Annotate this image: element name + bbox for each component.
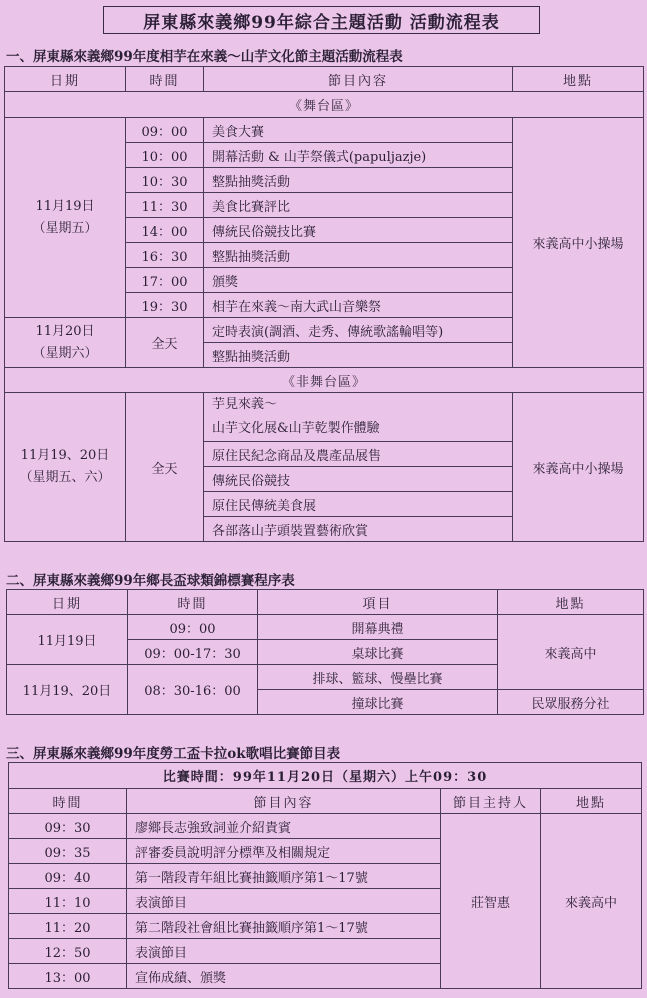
schedule-time: 19：30	[126, 293, 204, 318]
program-time: 09：35	[9, 839, 127, 864]
game-date: 11月19、20日	[7, 665, 128, 715]
header-date: 日期	[7, 590, 128, 615]
game-item: 排球、籃球、慢壘比賽	[258, 665, 498, 690]
day2-weekday: （星期六）	[32, 345, 98, 361]
nonstage-item-line: 芋見來義～	[212, 397, 278, 412]
game-time: 09：00	[128, 615, 258, 640]
header-host: 節目主持人	[441, 789, 541, 814]
game-venue: 民眾服務分社	[498, 690, 644, 715]
schedule-item: 開幕活動 & 山芋祭儀式(papuljazje)	[204, 143, 513, 168]
schedule-item: 頒獎	[204, 268, 513, 293]
schedule-item: 原住民紀念商品及農產品展售	[204, 442, 513, 467]
program-item: 評審委員說明評分標準及相關規定	[127, 839, 441, 864]
schedule-time: 16：30	[126, 243, 204, 268]
section1-table	[4, 66, 644, 542]
schedule-item: 各部落山芋頭裝置藝術欣賞	[204, 517, 513, 542]
day2-time: 全天	[126, 318, 204, 368]
header-content: 節目內容	[204, 67, 513, 92]
header-venue: 地點	[513, 67, 644, 92]
program-time: 11：20	[9, 914, 127, 939]
schedule-time: 09：00	[126, 118, 204, 143]
schedule-time: 14：00	[126, 218, 204, 243]
schedule-item: 原住民傳統美食展	[204, 492, 513, 517]
header-venue: 地點	[541, 789, 642, 814]
schedule-time: 11：30	[126, 193, 204, 218]
program-item: 表演節目	[127, 939, 441, 964]
header-date: 日期	[5, 67, 126, 92]
program-time: 13：00	[9, 964, 127, 989]
game-time: 09：00-17：30	[128, 640, 258, 665]
stage-area-label: 《舞台區》	[5, 92, 644, 118]
day1-weekday: （星期五）	[32, 220, 98, 236]
stage-venue: 來義高中小操場	[513, 118, 644, 368]
game-item: 撞球比賽	[258, 690, 498, 715]
contest-time-banner: 比賽時間：99年11月20日（星期六）上午09：30	[9, 763, 642, 789]
program-item: 表演節目	[127, 889, 441, 914]
schedule-item: 傳統民俗競技比賽	[204, 218, 513, 243]
section1-heading: 一、屏東縣來義鄉99年度相芋在來義～山芋文化節主題活動流程表	[6, 49, 403, 65]
game-date: 11月19日	[7, 615, 128, 665]
header-time: 時間	[128, 590, 258, 615]
schedule-item: 相芋在來義～南大武山音樂祭	[204, 293, 513, 318]
program-host: 莊智惠	[441, 814, 541, 989]
schedule-item: 定時表演(調酒、走秀、傳統歌謠輪唱等)	[204, 318, 513, 343]
schedule-item	[204, 393, 513, 442]
schedule-item: 美食大賽	[204, 118, 513, 143]
header-time: 時間	[9, 789, 127, 814]
schedule-time: 10：00	[126, 143, 204, 168]
section3-table	[8, 762, 642, 989]
game-item: 開幕典禮	[258, 615, 498, 640]
program-time: 11：10	[9, 889, 127, 914]
day1-date: 11月19日	[35, 198, 95, 214]
schedule-item: 整點抽獎活動	[204, 168, 513, 193]
section2-heading: 二、屏東縣來義鄉99年鄉長盃球類錦標賽程序表	[6, 573, 295, 589]
program-item: 廖鄉長志強致詞並介紹貴賓	[127, 814, 441, 839]
day2-date: 11月20日	[35, 323, 95, 339]
game-time: 08：30-16：00	[128, 665, 258, 715]
program-item: 宣佈成績、頒獎	[127, 964, 441, 989]
program-item: 第一階段青年組比賽抽籤順序第1～17號	[127, 864, 441, 889]
schedule-item: 傳統民俗競技	[204, 467, 513, 492]
header-time: 時間	[126, 67, 204, 92]
nonstage-time: 全天	[126, 393, 204, 542]
schedule-time: 10：30	[126, 168, 204, 193]
nonstage-date: 11月19、20日	[20, 448, 110, 463]
schedule-item: 美食比賽評比	[204, 193, 513, 218]
program-time: 09：30	[9, 814, 127, 839]
schedule-item: 整點抽獎活動	[204, 343, 513, 368]
program-venue: 來義高中	[541, 814, 642, 989]
program-time: 12：50	[9, 939, 127, 964]
day1-date-cell	[5, 118, 126, 318]
schedule-item: 整點抽獎活動	[204, 243, 513, 268]
section3-heading: 三、屏東縣來義鄉99年度勞工盃卡拉ok歌唱比賽節目表	[6, 746, 341, 762]
program-item: 第二階段社會組比賽抽籤順序第1～17號	[127, 914, 441, 939]
nonstage-area-label: 《非舞台區》	[5, 368, 644, 393]
day2-date-cell	[5, 318, 126, 368]
game-item: 桌球比賽	[258, 640, 498, 665]
nonstage-weekday: （星期五、六）	[19, 470, 111, 485]
nonstage-venue: 來義高中小操場	[513, 393, 644, 542]
nonstage-date-cell	[5, 393, 126, 542]
header-content: 節目內容	[127, 789, 441, 814]
section2-table	[6, 589, 644, 715]
schedule-time: 17：00	[126, 268, 204, 293]
header-venue: 地點	[498, 590, 644, 615]
program-time: 09：40	[9, 864, 127, 889]
document-title: 屏東縣來義鄉99年綜合主題活動 活動流程表	[103, 6, 540, 34]
nonstage-item-line: 山芋文化展&山芋乾製作體驗	[212, 421, 380, 436]
game-venue: 來義高中	[498, 615, 644, 690]
header-item: 項目	[258, 590, 498, 615]
